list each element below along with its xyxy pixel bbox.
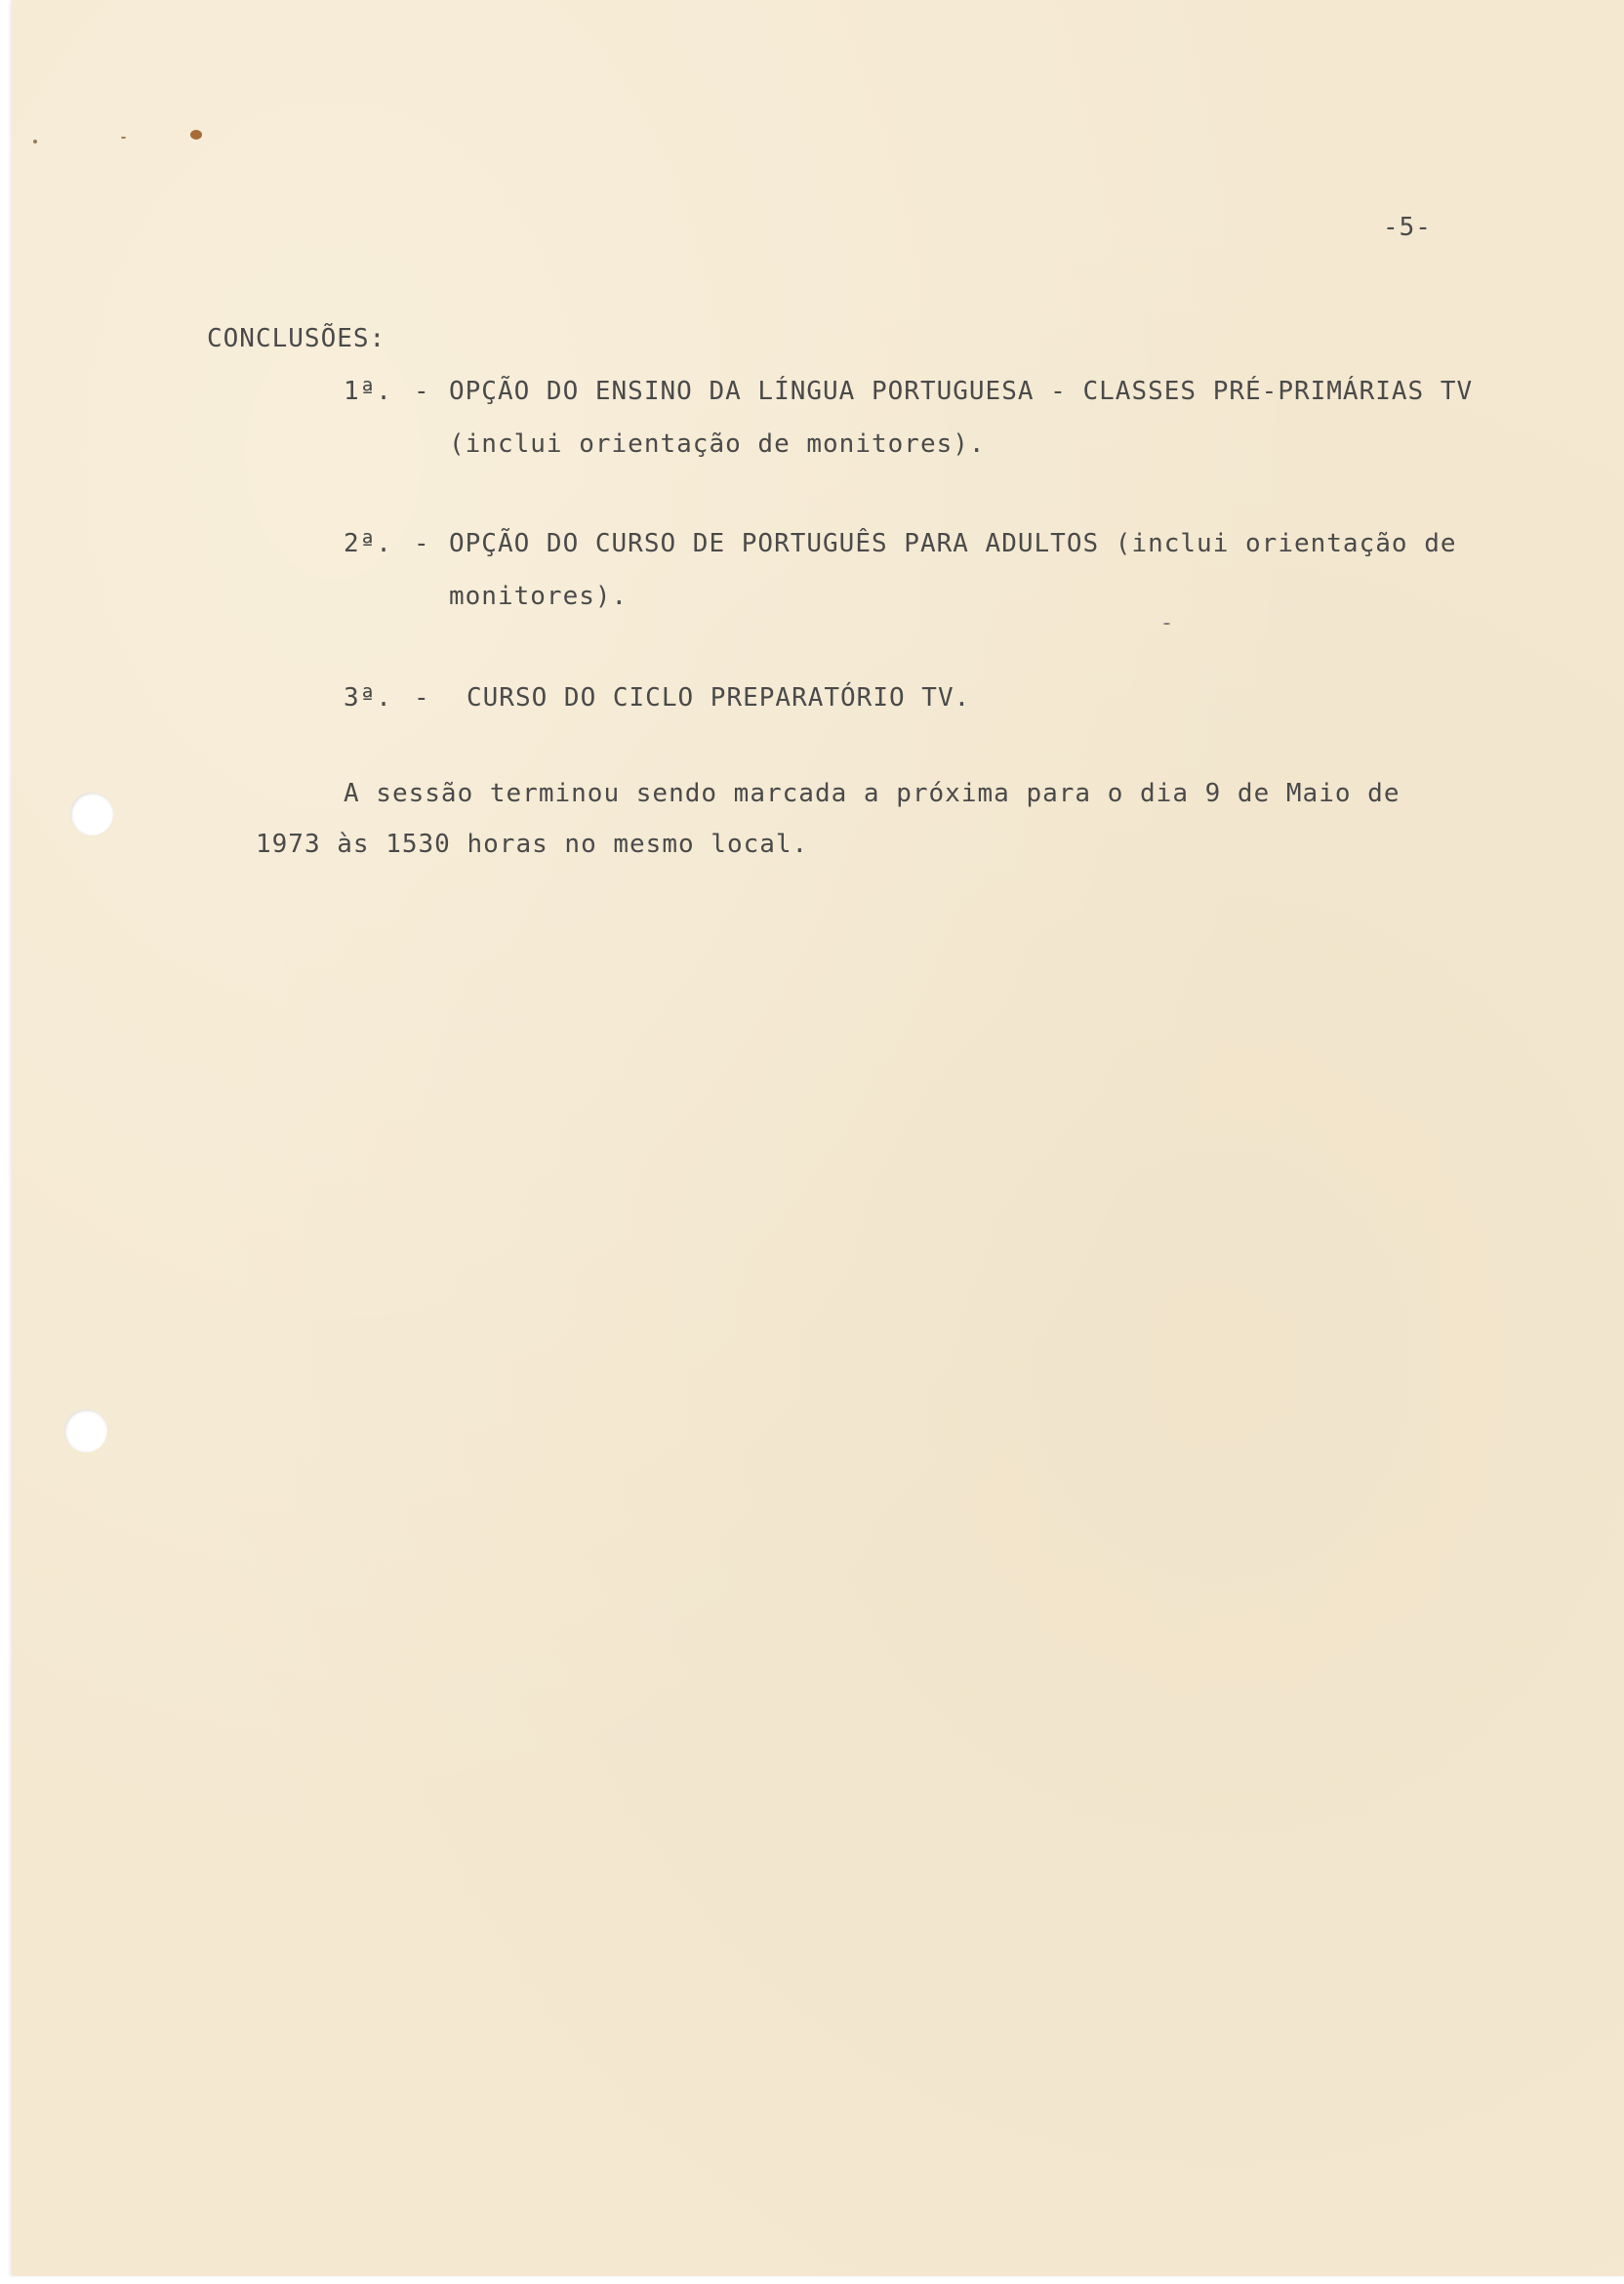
punch-hole-lower xyxy=(64,1409,107,1452)
speck xyxy=(121,137,126,139)
item-2-number: 2ª. xyxy=(344,529,392,558)
punch-hole-upper xyxy=(70,793,113,836)
speck xyxy=(33,140,37,143)
item-1-line2: (inclui orientação de monitores). xyxy=(449,429,986,459)
rust-speck xyxy=(190,130,202,140)
item-1-line1: OPÇÃO DO ENSINO DA LÍNGUA PORTUGUESA - CLASSES PRÉ-PRIMÁRIAS TV xyxy=(449,377,1474,406)
speck xyxy=(1163,623,1170,625)
item-1-number: 1ª. xyxy=(344,377,392,406)
item-2-dash: - xyxy=(414,529,430,558)
item-1-dash: - xyxy=(414,377,430,406)
item-2-line1: OPÇÃO DO CURSO DE PORTUGUÊS PARA ADULTOS (inclui orientação de xyxy=(449,529,1457,558)
item-2-line2: monitores). xyxy=(449,582,629,611)
item-3-dash: - xyxy=(414,683,430,713)
closing-paragraph-line2: 1973 às 1530 horas no mesmo local. xyxy=(256,830,809,859)
section-heading: CONCLUSÕES: xyxy=(207,324,386,353)
closing-paragraph-line1: A sessão terminou sendo marcada a próxima para o dia 9 de Maio de xyxy=(344,779,1401,808)
page-number: -5- xyxy=(1383,213,1432,242)
item-3-line1: CURSO DO CICLO PREPARATÓRIO TV. xyxy=(467,683,971,713)
item-3-number: 3ª. xyxy=(344,683,392,713)
paper-sheet xyxy=(12,0,1624,2276)
